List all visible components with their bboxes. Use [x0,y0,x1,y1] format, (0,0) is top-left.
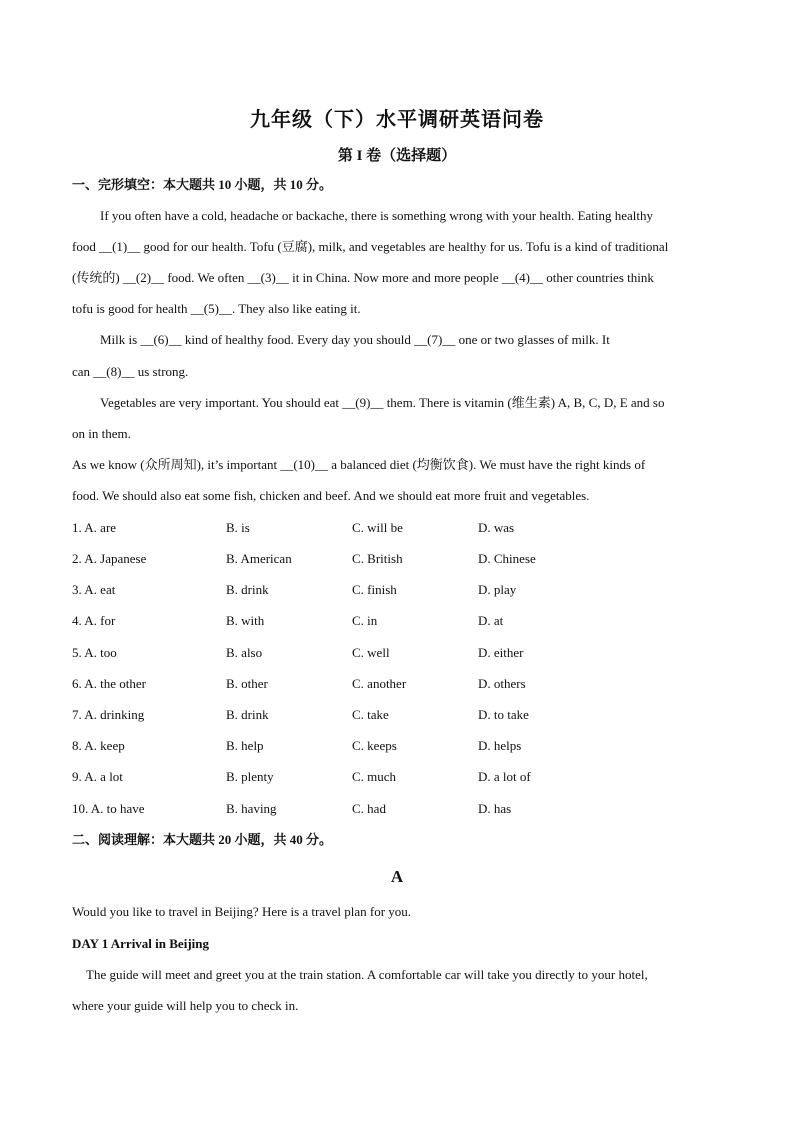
option-6c: C. another [352,676,407,691]
option-7c: C. take [352,707,389,722]
option-3d: D. play [478,582,517,597]
option-2c: C. British [352,551,403,566]
text: (传统的) [72,270,123,285]
blank-1: __(1)__ [99,239,141,254]
option-10b: B. having [226,801,277,816]
option-1d: D. was [478,520,515,535]
cloze-text-line: food. We should also eat some fish, chicken and beef. And we should eat more fruit and vegetables. [72,488,590,503]
option-4c: C. in [352,613,378,628]
blank-9: __(9)__ [342,395,384,410]
option-6d: D. others [478,676,526,691]
text: . They also like eating it. [231,301,361,316]
option-1b: B. is [226,520,250,535]
passage-intro: Would you like to travel in Beijing? Here is a travel plan for you. [72,904,412,919]
text: one or two glasses of milk. It [455,332,610,347]
page-title: 九年级（下）水平调研英语问卷 [250,109,544,131]
option-4b: B. with [226,613,265,628]
option-2d: D. Chinese [478,551,536,566]
page-subtitle: 第 I 卷（选择题） [337,148,457,164]
text: tofu is good for health [72,301,191,316]
blank-3: __(3)__ [247,270,289,285]
option-7a: 7. A. drinking [72,707,145,722]
option-2a: 2. A. Japanese [72,551,147,566]
option-2b: B. American [226,551,292,566]
cloze-text-line [72,457,645,473]
blank-8: __(8)__ [93,364,135,379]
blank-2: __(2)__ [122,270,165,285]
option-9c: C. much [352,769,397,784]
option-7b: B. drink [226,707,269,722]
cloze-text-line [72,364,188,380]
text: can [72,364,94,379]
option-4d: D. at [478,613,504,628]
option-8d: D. helps [478,738,522,753]
text: them. There is vitamin (维生素) A, B, C, D, E and so [383,395,665,410]
option-3a: 3. A. eat [72,582,116,597]
option-6b: B. other [226,676,268,691]
cloze-text-line [72,270,654,286]
option-1c: C. will be [352,520,403,535]
cloze-text-line: on in them. [72,426,131,441]
text: As we know (众所周知), it’s important [72,457,281,472]
option-3b: B. drink [226,582,269,597]
blank-7: __(7)__ [414,332,456,347]
cloze-text-line: If you often have a cold, headache or backache, there is something wrong with your health. Eating healthy [100,208,654,223]
option-4a: 4. A. for [72,613,116,628]
option-5b: B. also [226,645,263,660]
section-heading-cloze: 一、完形填空：本大题共 10 小题，共 10 分。 [72,177,333,192]
blank-4: __(4)__ [501,270,544,285]
option-7d: D. to take [478,707,529,722]
passage-text-line: The guide will meet and greet you at the train station. A comfortable car will take you directly to your hotel, [86,967,648,982]
option-5c: C. well [352,645,390,660]
text: it in China. Now more and more people [288,270,502,285]
option-1a: 1. A. are [72,520,117,535]
section-heading-reading: 二、阅读理解：本大题共 20 小题，共 40 分。 [72,832,333,847]
text: a balanced diet (均衡饮食). We must have the right kinds of [328,457,646,472]
option-8a: 8. A. keep [72,738,125,753]
blank-10: __(10)__ [280,457,329,472]
cloze-text-line [72,239,668,255]
option-5a: 5. A. too [72,645,117,660]
text: Milk is [100,332,141,347]
text: food. We often [164,270,248,285]
text: other countries think [543,270,654,285]
passage-text-line: where your guide will help you to check in. [72,998,299,1013]
option-5d: D. either [478,645,524,660]
cloze-text-line [100,332,610,348]
blank-6: __(6)__ [140,332,182,347]
option-9a: 9. A. a lot [72,769,123,784]
option-9d: D. a lot of [478,769,531,784]
day-heading: DAY 1 Arrival in Beijing [72,936,209,951]
option-8c: C. keeps [352,738,397,753]
blank-5: __(5)__ [190,301,232,316]
text: good for our health. Tofu (豆腐), milk, and vegetables are healthy for us. Tofu is a kind of traditional [140,239,669,254]
option-3c: C. finish [352,582,397,597]
text: food [72,239,100,254]
option-6a: 6. A. the other [72,676,147,691]
option-10d: D. has [478,801,512,816]
option-8b: B. help [226,738,264,753]
cloze-text-line [72,301,361,317]
text: Vegetables are very important. You should eat [100,395,343,410]
passage-letter: A [390,867,404,886]
cloze-text-line [100,395,664,411]
text: kind of healthy food. Every day you should [181,332,415,347]
option-10a: 10. A. to have [72,801,145,816]
text: us strong. [134,364,189,379]
option-9b: B. plenty [226,769,274,784]
option-10c: C. had [352,801,386,816]
